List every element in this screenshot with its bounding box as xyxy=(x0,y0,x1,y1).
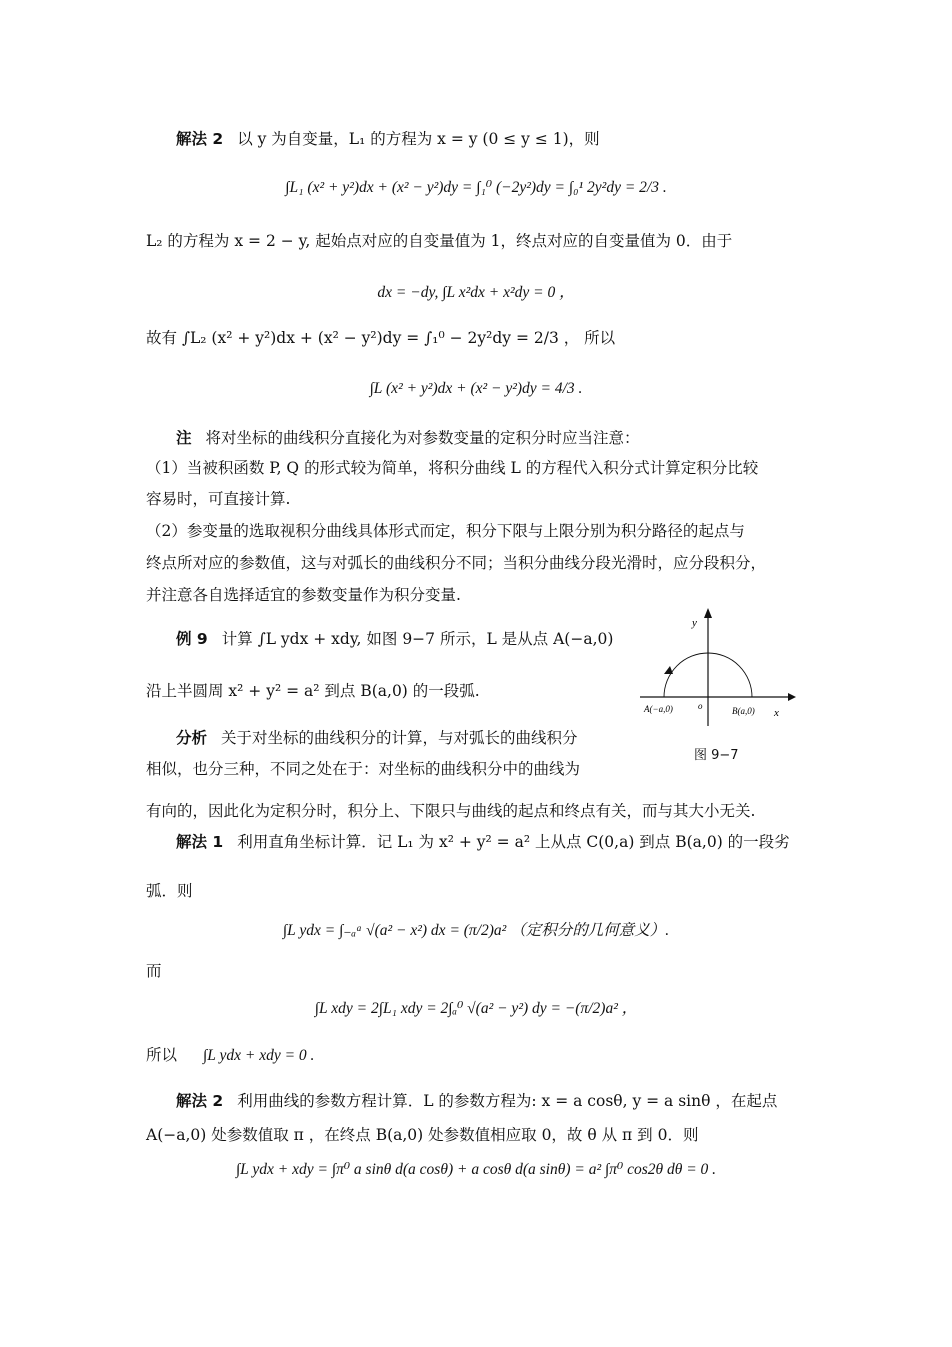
analysis-line2: 相似，也分三种，不同之处在于：对坐标的曲线积分中的曲线为 xyxy=(146,760,581,778)
method1-text: 利用直角坐标计算．记 L₁ 为 x² + y² = a² 上从点 C(0,a) 到点 B(a,0) 的一段劣 xyxy=(237,833,790,851)
note-heading-line xyxy=(176,427,640,449)
method1-conclusion-line xyxy=(146,1044,314,1067)
equation-l1-integral: ∫L₁ (x² + y²)dx + (x² − y²)dy = ∫₁⁰ (−2y²)dy = ∫₀¹ 2y²dy = 2/3 . xyxy=(285,179,667,196)
method2-line1 xyxy=(176,1090,777,1112)
arc-direction-arrow-icon xyxy=(664,666,673,674)
note-point1-line1: （1）当被积函数 P, Q 的形式较为简单，将积分曲线 L 的方程代入积分式计算定积分比较 xyxy=(146,459,759,477)
method1-label: 解法 1 xyxy=(176,833,224,851)
note-label: 注 xyxy=(176,429,192,447)
method2-text: 利用曲线的参数方程计算．L 的参数方程为: x = a cosθ, y = a sinθ ，在起点 xyxy=(237,1092,778,1110)
x-axis-arrow-icon xyxy=(788,693,796,701)
analysis-line3: 有向的，因此化为定积分时，积分上、下限只与曲线的起点和终点有关，而与其大小无关. xyxy=(146,802,756,820)
note-point1-line2: 容易时，可直接计算. xyxy=(146,490,291,508)
note-point2-line3: 并注意各自选择适宜的参数变量作为积分变量. xyxy=(146,586,461,604)
figure-caption: 图 9−7 xyxy=(694,748,739,763)
example9-label: 例 9 xyxy=(176,630,208,648)
equation-l2-integral: 故有 ∫L₂ (x² + y²)dx + (x² − y²)dy = ∫₁⁰ − 2y²dy = 2/3 ， 所以 xyxy=(146,329,616,347)
l2-equation-text: L₂ 的方程为 x = 2 − y, 起始点对应的自变量值为 1，终点对应的自变量值为 0．由于 xyxy=(146,232,733,250)
x-axis-label: x xyxy=(774,707,779,719)
method1-equation-result: ∫L ydx + xdy = 0 . xyxy=(203,1047,315,1064)
note-intro: 将对坐标的曲线积分直接化为对参数变量的定积分时应当注意： xyxy=(205,429,640,447)
method1-line2: 弧．则 xyxy=(146,882,193,900)
solution2-intro: 以 y 为自变量，L₁ 的方程为 x = y (0 ≤ y ≤ 1)，则 xyxy=(237,130,600,148)
method1-equation-ydx: ∫L ydx = ∫₋ₐᵃ √(a² − x²) dx = (π/2)a² （定积分的几何意义）. xyxy=(282,922,670,939)
note-point2-line2: 终点所对应的参数值，这与对弧长的曲线积分不同；当积分曲线分段光滑时，应分段积分， xyxy=(146,554,767,572)
method1-so-label: 所以 xyxy=(146,1046,178,1064)
note-point2-line1: （2）参变量的选取视积分曲线具体形式而定，积分下限与上限分别为积分路径的起点与 xyxy=(146,522,745,540)
point-b-label: B(a,0) xyxy=(732,706,755,716)
figure-semicircle-diagram xyxy=(640,608,810,758)
method1-er: 而 xyxy=(146,962,162,980)
y-axis-arrow-icon xyxy=(704,608,712,618)
equation-total-integral: ∫L (x² + y²)dx + (x² − y²)dy = 4/3 . xyxy=(369,380,583,397)
example9-line1 xyxy=(176,628,613,650)
analysis-label: 分析 xyxy=(176,729,208,747)
y-axis-label: y xyxy=(692,617,697,629)
example9-line2: 沿上半圆周 x² + y² = a² 到点 B(a,0) 的一段弧. xyxy=(146,682,480,700)
method1-equation-xdy: ∫L xdy = 2∫L₁ xdy = 2∫ₐ⁰ √(a² − y²) dy = −(π/2)a² ， xyxy=(314,1000,638,1017)
origin-label: o xyxy=(698,701,703,711)
method2-line2: A(−a,0) 处参数值取 π ，在终点 B(a,0) 处参数值相应取 0，故 θ 从 π 到 0．则 xyxy=(146,1126,699,1144)
equation-dx-dy: dx = −dy, ∫L x²dx + x²dy = 0 ， xyxy=(377,284,575,301)
method2-equation: ∫L ydx + xdy = ∫π⁰ a sinθ d(a cosθ) + a cosθ d(a sinθ) = a² ∫π⁰ cos2θ dθ = 0 . xyxy=(235,1161,717,1178)
method1-line1 xyxy=(176,831,790,853)
analysis-line1 xyxy=(176,727,578,749)
solution2-heading-line xyxy=(176,128,600,150)
analysis-text: 关于对坐标的曲线积分的计算，与对弧长的曲线积分 xyxy=(221,729,578,747)
example9-text: 计算 ∫L ydx + xdy, 如图 9−7 所示，L 是从点 A(−a,0) xyxy=(221,630,614,648)
point-a-label: A(−a,0) xyxy=(644,704,673,714)
method2-label: 解法 2 xyxy=(176,1092,224,1110)
solution2-label: 解法 2 xyxy=(176,130,224,148)
